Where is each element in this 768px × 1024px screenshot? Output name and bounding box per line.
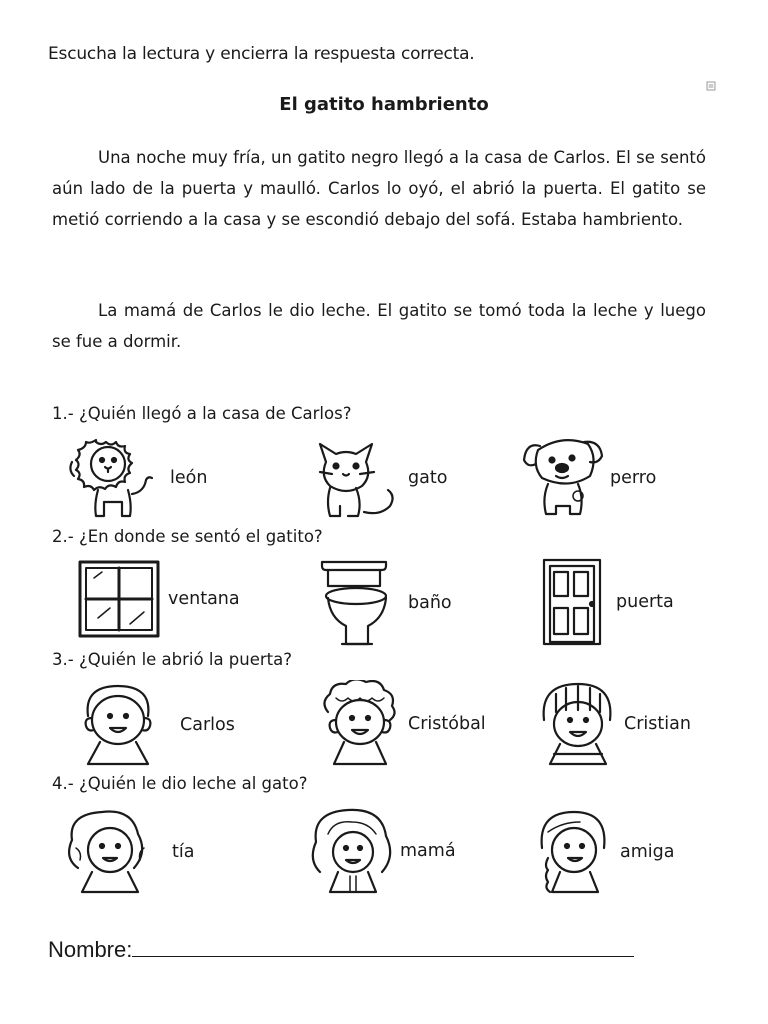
option-label: baño [408,593,452,613]
option-gato[interactable] [306,432,447,524]
woman-face-icon [64,808,168,896]
cat-icon [306,432,404,524]
option-label: gato [408,468,448,488]
option-tia[interactable] [64,808,194,896]
mom-face-icon [310,806,396,896]
option-label: Carlos [180,715,235,735]
option-label: tía [172,842,195,862]
instruction-text: Escucha la lectura y encierra la respuesta correcta. [48,44,475,64]
curly-boy-face-icon [316,680,404,768]
option-label: ventana [168,589,240,609]
option-label: puerta [616,592,674,612]
option-label: mamá [400,841,456,861]
scan-artifact-icon [705,80,717,92]
question-2: 2.- ¿En donde se sentó el gatito? [52,527,323,546]
option-label: león [170,468,208,488]
option-label: perro [610,468,657,488]
option-label: amiga [620,842,675,862]
question-4: 4.- ¿Quién le dio leche al gato? [52,774,308,793]
option-leon[interactable] [62,432,207,524]
option-label: Cristian [624,714,691,734]
option-puerta[interactable] [540,558,674,646]
option-perro[interactable] [522,432,656,524]
story-paragraph-2: La mamá de Carlos le dio leche. El gatito se tomó toda la leche y luego se fue a dormir. [52,301,706,351]
option-cristobal[interactable] [316,680,486,768]
story-paragraph-1: Una noche muy fría, un gatito negro llegó a la casa de Carlos. El se sentó aún lado de la puerta y maulló. Carlos lo oyó, el abrió la puerta. El gatito se metió corriendo a la casa y se escondió debajo del sofá. Estaba hambriento. [52,148,706,229]
option-ventana[interactable] [76,558,240,640]
option-amiga[interactable] [534,808,674,896]
lion-icon [62,432,166,524]
boy-face-icon [74,682,174,768]
girl-braid-face-icon [534,808,616,896]
option-cristian[interactable] [534,680,691,768]
name-field[interactable] [48,934,634,963]
toilet-icon [316,556,404,650]
name-blank-line[interactable] [132,934,634,957]
option-mama[interactable] [310,806,456,896]
option-label: Cristóbal [408,714,486,734]
door-icon [540,558,612,646]
question-3: 3.- ¿Quién le abrió la puerta? [52,650,292,669]
option-bano[interactable] [316,556,452,650]
name-label: Nombre: [48,937,133,962]
question-1: 1.- ¿Quién llegó a la casa de Carlos? [52,404,352,423]
option-carlos[interactable] [74,682,235,768]
striped-hair-boy-face-icon [534,680,620,768]
dog-icon [522,432,606,524]
window-icon [76,558,164,640]
story-title: El gatito hambriento [279,94,489,115]
